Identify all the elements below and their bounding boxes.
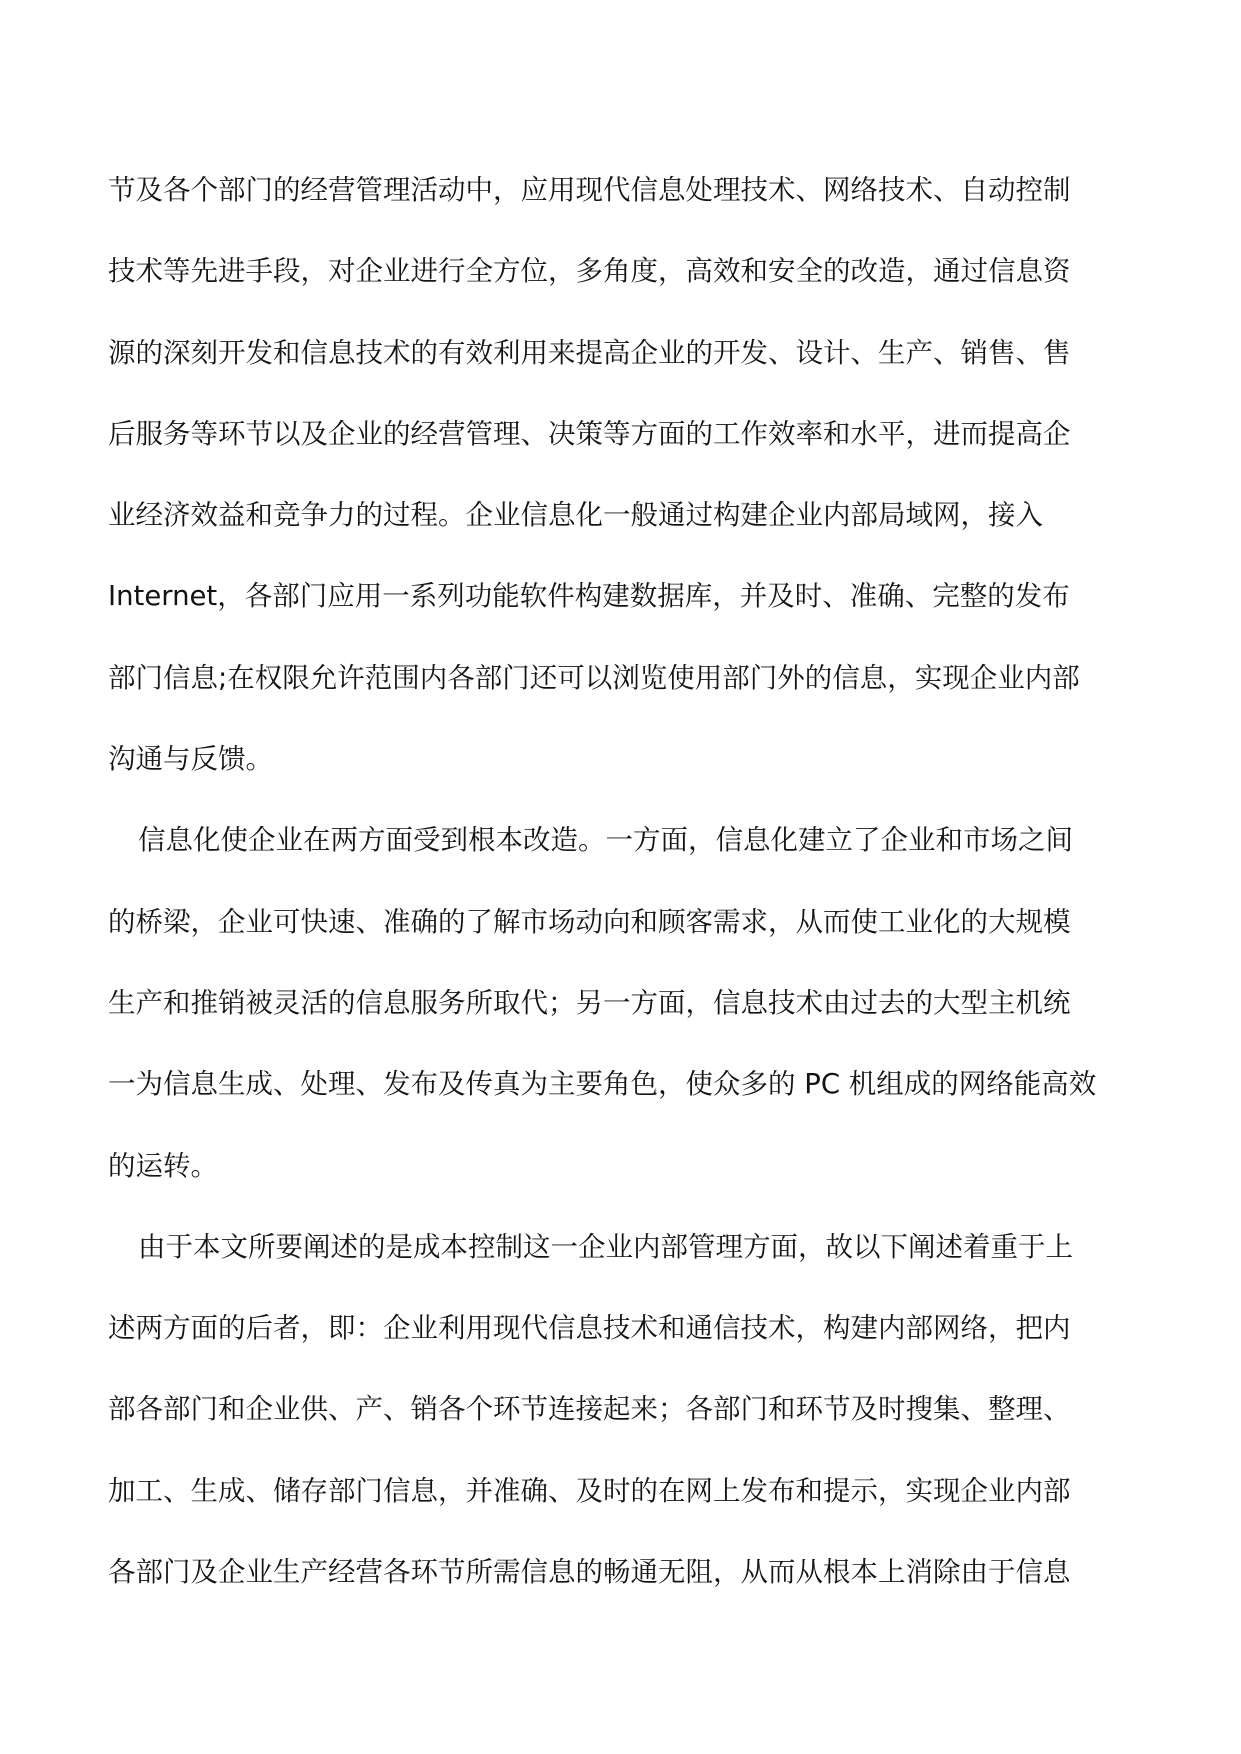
text-line: 源的深刻开发和信息技术的有效利用来提高企业的开发、设计、生产、销售、售 (108, 336, 1071, 369)
text-line: 的桥梁，企业可快速、准确的了解市场动向和顾客需求，从而使工业化的大规模 (108, 905, 1071, 938)
text-line: 的运转。 (108, 1149, 218, 1182)
text-line: 部各部门和企业供、产、销各个环节连接起来；各部门和环节及时搜集、整理、 (108, 1393, 1071, 1426)
text-line: 生产和推销被灵活的信息服务所取代；另一方面，信息技术由过去的大型主机统 (108, 986, 1071, 1019)
text-line: 技术等先进手段，对企业进行全方位，多角度，高效和安全的改造，通过信息资 (108, 255, 1071, 288)
text-line: 沟通与反馈。 (108, 743, 273, 776)
text-line: 部门信息;在权限允许范围内各部门还可以浏览使用部门外的信息，实现企业内部 (108, 661, 1080, 694)
text-line: 一为信息生成、处理、发布及传真为主要角色，使众多的 PC 机组成的网络能高效 (108, 1068, 1097, 1101)
text-line: 加工、生成、储存部门信息，并准确、及时的在网上发布和提示，实现企业内部 (108, 1474, 1071, 1507)
text-line: 后服务等环节以及企业的经营管理、决策等方面的工作效率和水平，进而提高企 (108, 417, 1071, 450)
text-line: 节及各个部门的经营管理活动中，应用现代信息处理技术、网络技术、自动控制 (108, 174, 1071, 206)
text-line: 述两方面的后者，即：企业利用现代信息技术和通信技术，构建内部网络，把内 (108, 1312, 1071, 1345)
paragraph-start-line: 信息化使企业在两方面受到根本改造。一方面，信息化建立了企业和市场之间 (138, 824, 1073, 857)
text-line: Internet，各部门应用一系列功能软件构建数据库，并及时、准确、完整的发布 (108, 580, 1070, 613)
text-line: 业经济效益和竞争力的过程。企业信息化一般通过构建企业内部局域网，接入 (108, 499, 1043, 532)
document-body (108, 150, 1138, 1613)
text-line: 各部门及企业生产经营各环节所需信息的畅通无阻，从而从根本上消除由于信息 (108, 1556, 1071, 1589)
paragraph-start-line: 由于本文所要阐述的是成本控制这一企业内部管理方面，故以下阐述着重于上 (138, 1230, 1073, 1263)
